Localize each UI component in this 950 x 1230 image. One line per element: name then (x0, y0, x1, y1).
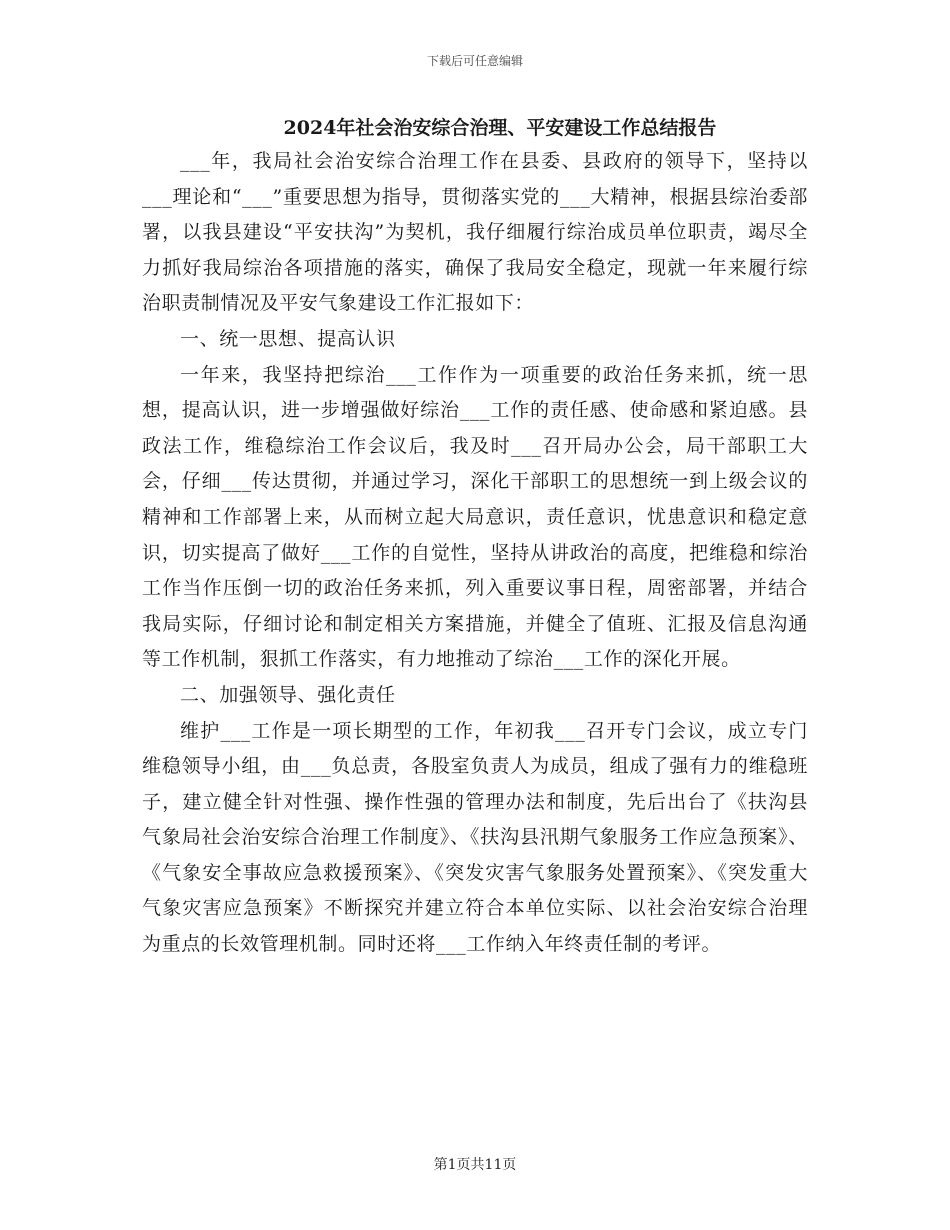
paragraph-section-2: 维护___工作是一项长期型的工作，年初我___召开专门会议，成立专门维稳领导小组，由___负总责，各股室负责人为成员，组成了强有力的维稳班子，建立健全针对性强、操作性强的管理办法和制度，先后出台了《扶沟县气象局社会治安综合治理工作制度》、《扶沟县汛期气象服务工作应急预案》、《气象安全事故应急救援预案》、《突发灾害气象服务处置预案》、《突发重大气象灾害应急预案》不断探究并建立符合本单位实际、以社会治安综合治理为重点的长效管理机制。同时还将___工作纳入年终责任制的考评。 (142, 719, 808, 956)
section-heading-2: 二、加强领导、强化责任 (180, 683, 396, 706)
document-body (142, 144, 808, 963)
paragraph-intro: ___年，我局社会治安综合治理工作在县委、县政府的领导下，坚持以___理论和“___”重要思想为指导，贯彻落实党的___大精神，根据县综治委部署，以我县建设“平安扶沟”为契机，我仔细履行综治成员单位职责，竭尽全力抓好我局综治各项措施的落实，确保了我局安全稳定，现就一年来履行综治职责制情况及平安气象建设工作汇报如下： (142, 150, 808, 315)
page-number: 第1页共11页 (433, 1157, 517, 1173)
document-title: 2024年社会治安综合治理、平安建设工作总结报告 (283, 117, 717, 139)
paragraph-section-1: 一年来，我坚持把综治___工作作为一项重要的政治任务来抓，统一思想，提高认识，进一步增强做好综治___工作的责任感、使命感和紧迫感。县政法工作，维稳综治工作会议后，我及时___召开局办公会，局干部职工大会，仔细___传达贯彻，并通过学习，深化干部职工的思想统一到上级会议的精神和工作部署上来，从而树立起大局意识，责任意识，忧患意识和稳定意识，切实提高了做好___工作的自觉性，坚持从讲政治的高度，把维稳和综治工作当作压倒一切的政治任务来抓，列入重要议事日程，周密部署，并结合我局实际，仔细讨论和制定相关方案措施，并健全了值班、汇报及信息沟通等工作机制，狠抓工作落实，有力地推动了综治___工作的深化开展。 (142, 363, 808, 671)
page-header-note: 下载后可任意编辑 (426, 54, 523, 68)
section-heading-1: 一、统一思想、提高认识 (180, 327, 396, 350)
